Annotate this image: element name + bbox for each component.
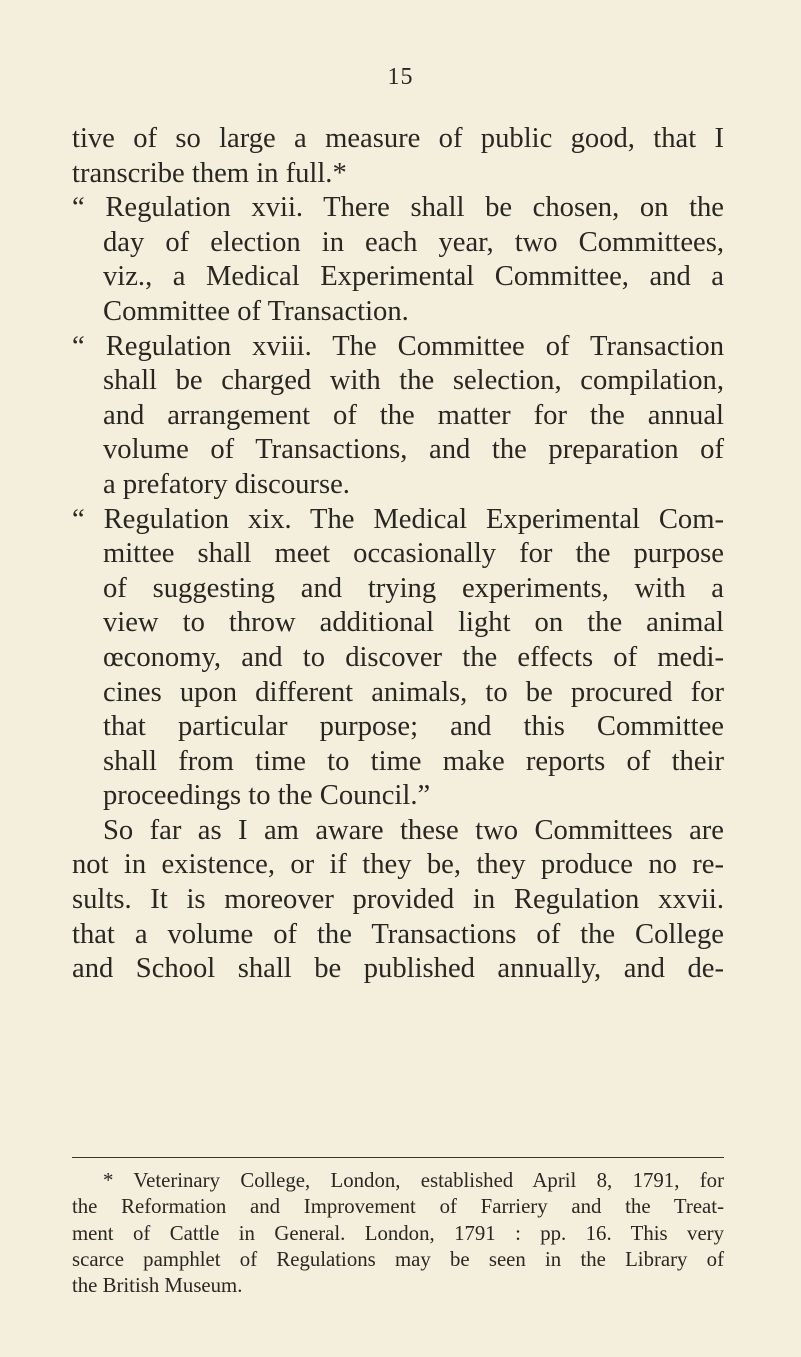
text-line: “ Regulation xix. The Medical Experimental Com- bbox=[72, 503, 724, 535]
text-line: cines upon different animals, to be procured for bbox=[103, 676, 724, 708]
text-line: “ Regulation xviii. The Committee of Transaction bbox=[72, 330, 724, 362]
text-line: mittee shall meet occasionally for the purpose bbox=[103, 538, 724, 570]
text-line: So far as I am aware these two Committees are bbox=[103, 814, 724, 846]
text-line: viz., a Medical Experimental Committee, and a bbox=[103, 261, 724, 293]
text-line: view to throw additional light on the animal bbox=[103, 607, 724, 639]
text-line: and arrangement of the matter for the annual bbox=[103, 399, 724, 431]
text-line: and School shall be published annually, and de- bbox=[72, 953, 724, 985]
footnote-line: scarce pamphlet of Regulations may be seen in the Library of bbox=[72, 1247, 724, 1271]
text-line: œconomy, and to discover the effects of medi- bbox=[103, 641, 724, 673]
text-line: transcribe them in full.* bbox=[72, 157, 347, 189]
body-text bbox=[72, 122, 724, 987]
text-line: shall from time to time make reports of their bbox=[103, 745, 724, 777]
text-line: “ Regulation xvii. There shall be chosen, on the bbox=[72, 192, 724, 224]
text-line: Committee of Transaction. bbox=[103, 295, 409, 327]
footnote-line: ment of Cattle in General. London, 1791 : pp. 16. This very bbox=[72, 1221, 724, 1245]
footnote-line: the Reformation and Improvement of Farriery and the Treat- bbox=[72, 1195, 724, 1219]
text-line: sults. It is moreover provided in Regulation xxvii. bbox=[72, 884, 724, 916]
text-line: of suggesting and trying experiments, with a bbox=[103, 572, 724, 604]
footnote-rule bbox=[72, 1157, 724, 1158]
text-line: that particular purpose; and this Committee bbox=[103, 711, 724, 743]
text-line: not in existence, or if they be, they produce no re- bbox=[72, 849, 724, 881]
text-line: proceedings to the Council.” bbox=[103, 780, 431, 812]
text-line: volume of Transactions, and the preparation of bbox=[103, 434, 724, 466]
page-number: 15 bbox=[387, 64, 414, 90]
text-line: a prefatory discourse. bbox=[103, 468, 350, 500]
text-line: shall be charged with the selection, compilation, bbox=[103, 365, 724, 397]
footnote bbox=[72, 1168, 724, 1299]
footnote-line: * Veterinary College, London, established April 8, 1791, for bbox=[103, 1169, 724, 1192]
text-line: day of election in each year, two Committees, bbox=[103, 226, 724, 258]
text-line: tive of so large a measure of public good, that I bbox=[72, 123, 724, 154]
footnote-line: the British Museum. bbox=[72, 1274, 243, 1298]
text-line: that a volume of the Transactions of the College bbox=[72, 918, 724, 950]
